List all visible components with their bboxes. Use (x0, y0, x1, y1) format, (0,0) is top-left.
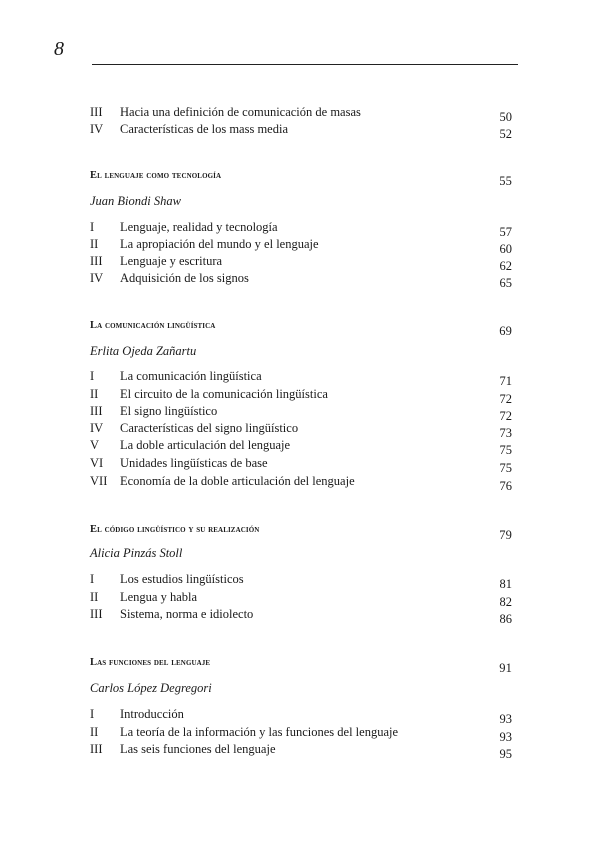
entry-title: Características de los mass media (120, 122, 288, 136)
entry-number: I (90, 572, 95, 586)
toc-entry (90, 121, 512, 141)
section-page: 79 (499, 528, 512, 542)
entry-title: Sistema, norma e idiolecto (120, 607, 254, 621)
section-page: 91 (499, 661, 512, 675)
entry-number: I (90, 369, 95, 383)
entry-page: 82 (499, 595, 512, 609)
entry-page: 76 (499, 479, 512, 493)
toc-entry (90, 386, 512, 406)
section-author: Carlos López Degregori (90, 681, 212, 695)
entry-title: La doble articulación del lenguaje (120, 438, 291, 452)
entry-number: II (90, 387, 99, 401)
toc-entry (90, 455, 512, 475)
page-number: 8 (54, 38, 64, 60)
entry-page: 71 (499, 374, 512, 388)
section-author: Alicia Pinzás Stoll (90, 546, 183, 560)
entry-title: El circuito de la comunicación lingüística (120, 387, 328, 401)
section-title: El código lingüístico y su realización (90, 524, 260, 535)
section-author: Juan Biondi Shaw (90, 194, 181, 208)
toc-entry (90, 104, 512, 124)
entry-title: Adquisición de los signos (120, 271, 249, 285)
section-heading (90, 168, 512, 188)
entry-page: 65 (499, 276, 512, 290)
entry-page: 95 (499, 747, 512, 761)
toc-entry (90, 270, 512, 290)
section-title: El lenguaje como tecnología (90, 170, 222, 181)
entry-title: Las seis funciones del lenguaje (120, 742, 276, 756)
section-heading (90, 318, 512, 338)
entry-page: 52 (499, 127, 512, 141)
entry-page: 50 (499, 110, 512, 124)
entry-page: 75 (499, 443, 512, 457)
entry-number: I (90, 220, 95, 234)
toc-entry (90, 741, 512, 761)
entry-number: II (90, 725, 99, 739)
entry-number: III (90, 742, 103, 756)
entry-number: III (90, 404, 103, 418)
entry-number: I (90, 707, 95, 721)
toc-entry (90, 403, 512, 423)
toc-entry (90, 606, 512, 626)
section-heading (90, 655, 512, 675)
entry-page: 62 (499, 259, 512, 273)
entry-title: Lengua y habla (120, 590, 198, 604)
toc-entry (90, 571, 512, 591)
entry-title: La apropiación del mundo y el lenguaje (120, 237, 319, 251)
section-title: La comunicación lingüística (90, 320, 216, 331)
entry-number: V (90, 438, 100, 452)
entry-page: 93 (499, 730, 512, 744)
entry-title: Hacia una definición de comunicación de masas (120, 105, 361, 119)
entry-number: VI (90, 456, 104, 470)
toc-entry (90, 706, 512, 726)
entry-number: VII (90, 474, 108, 488)
toc-entry (90, 473, 512, 493)
entry-title: Características del signo lingüístico (120, 421, 299, 435)
header-rule (92, 64, 518, 65)
toc-entry (90, 437, 512, 457)
entry-page: 60 (499, 242, 512, 256)
entry-number: II (90, 237, 99, 251)
entry-title: Lenguaje, realidad y tecnología (120, 220, 278, 234)
entry-title: Los estudios lingüísticos (120, 572, 244, 586)
entry-title: Economía de la doble articulación del lenguaje (120, 474, 355, 488)
entry-number: II (90, 590, 99, 604)
entry-page: 72 (499, 409, 512, 423)
toc-entry (90, 589, 512, 609)
section-page: 55 (499, 174, 512, 188)
entry-number: III (90, 254, 103, 268)
entry-page: 81 (499, 577, 512, 591)
toc-entry (90, 253, 512, 273)
entry-title: Lenguaje y escritura (120, 254, 223, 268)
entry-page: 75 (499, 461, 512, 475)
toc-entry (90, 420, 512, 440)
entry-title: Introducción (120, 707, 184, 721)
entry-number: III (90, 607, 103, 621)
entry-title: El signo lingüístico (120, 404, 218, 418)
entry-number: IV (90, 122, 104, 136)
entry-title: Unidades lingüísticas de base (120, 456, 268, 470)
entry-page: 73 (499, 426, 512, 440)
toc-entry (90, 368, 512, 388)
entry-title: La teoría de la información y las funciones del lenguaje (120, 725, 399, 739)
section-author: Erlita Ojeda Zañartu (90, 344, 197, 358)
toc-entry (90, 724, 512, 744)
toc-entry (90, 219, 512, 239)
toc-entry (90, 236, 512, 256)
entry-number: III (90, 105, 103, 119)
section-title: Las funciones del lenguaje (90, 657, 211, 668)
entry-number: IV (90, 421, 104, 435)
section-page: 69 (499, 324, 512, 338)
entry-page: 57 (499, 225, 512, 239)
entry-page: 72 (499, 392, 512, 406)
entry-page: 93 (499, 712, 512, 726)
entry-number: IV (90, 271, 104, 285)
entry-page: 86 (499, 612, 512, 626)
section-heading (90, 522, 512, 542)
entry-title: La comunicación lingüística (120, 369, 262, 383)
